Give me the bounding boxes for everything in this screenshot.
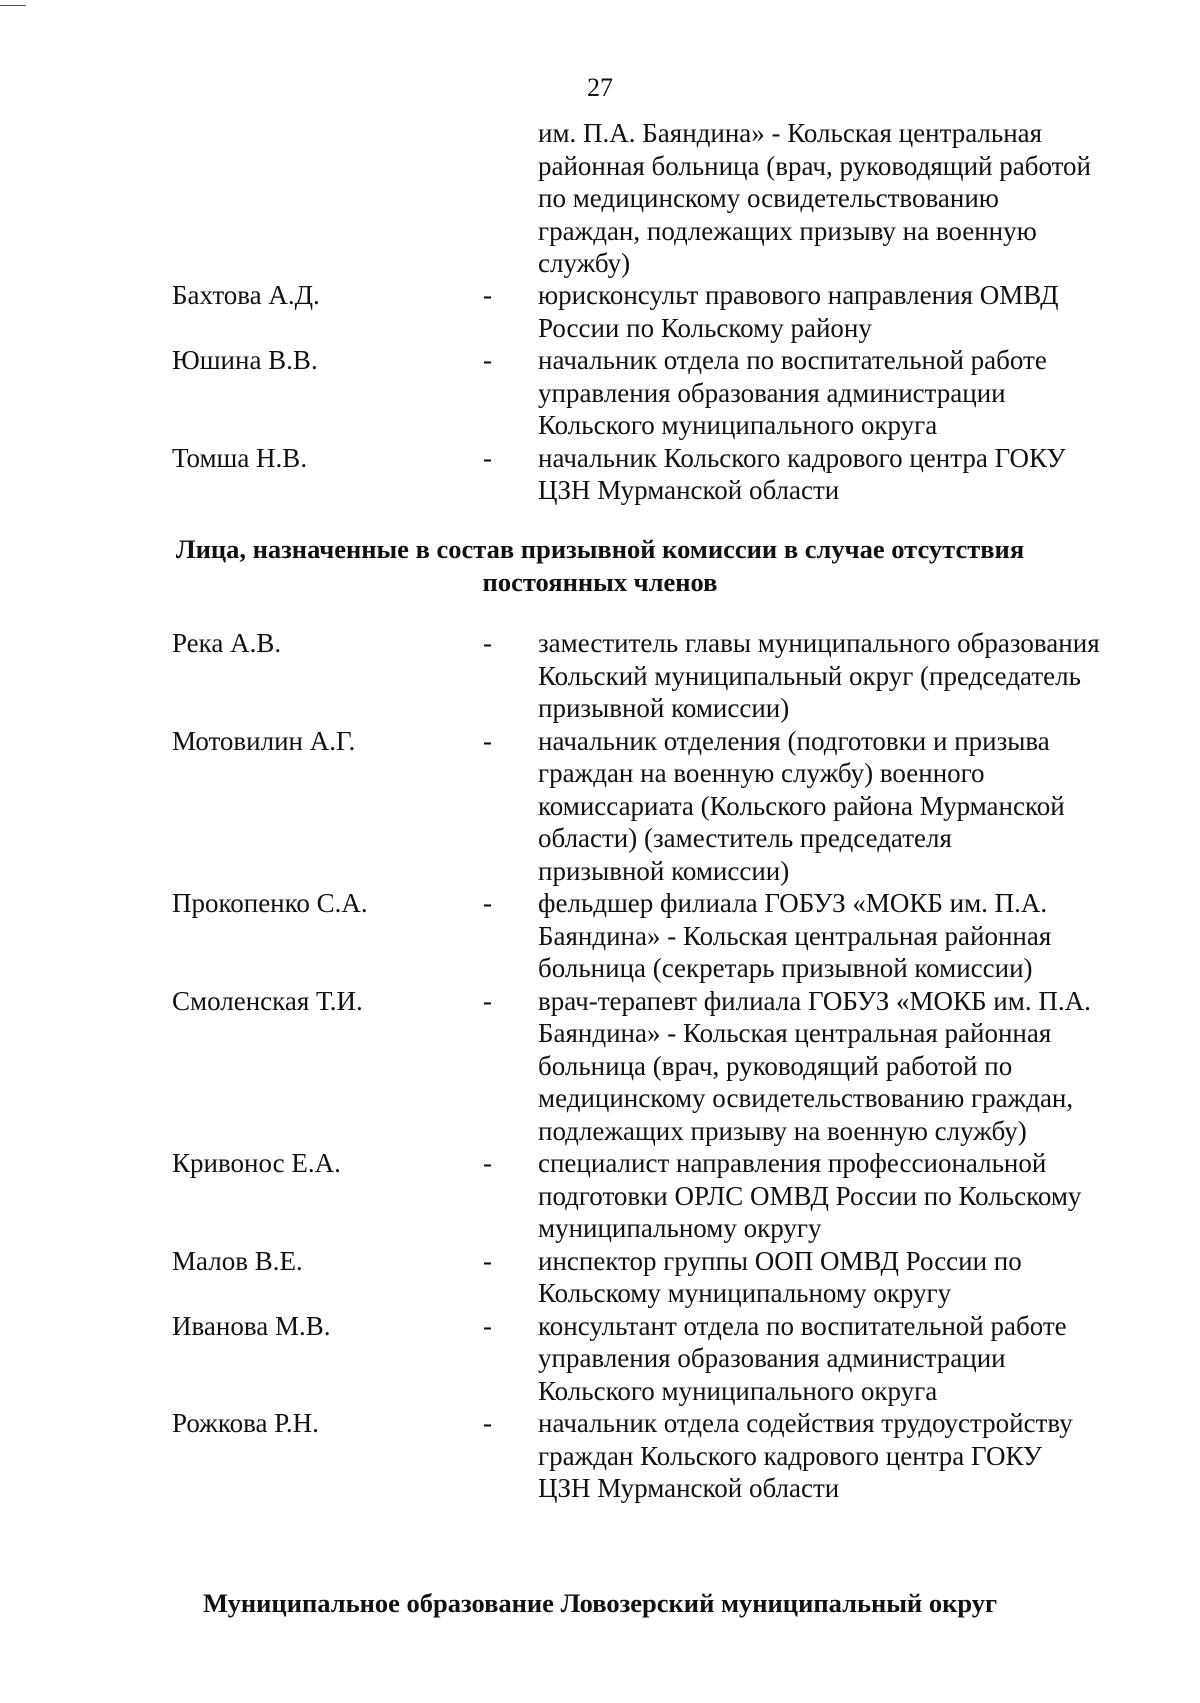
role-line: области) (заместитель председателя <box>538 823 952 853</box>
role-line: Кольскому муниципальному округу <box>538 1278 952 1308</box>
role-line: начальник отдела по воспитательной работе <box>538 345 1047 375</box>
role-line: врач-терапевт филиала ГОБУЗ «МОКБ им. П.А. <box>538 985 1091 1016</box>
role-line: граждан Кольского кадрового центра ГОКУ <box>538 1440 1043 1471</box>
substitute-role <box>538 985 1158 1148</box>
role-line: России по Кольскому району <box>538 312 872 343</box>
role-line: начальник Кольского кадрового центра ГОКУ <box>538 442 1066 473</box>
dash-separator: - <box>483 442 492 473</box>
substitute-entry <box>0 887 1200 985</box>
members-list <box>0 279 1200 507</box>
role-line: граждан на военную службу) военного <box>538 758 985 788</box>
dash-separator: - <box>483 628 492 658</box>
member-entry <box>0 279 1200 344</box>
member-entry <box>0 442 1200 507</box>
dash-separator: - <box>483 985 492 1016</box>
substitute-role <box>538 1407 1158 1505</box>
role-line: призывной комиссии) <box>538 855 790 886</box>
role-line: управления образования администрации <box>538 1343 1006 1373</box>
substitute-entry <box>0 627 1200 725</box>
scan-edge-mark <box>0 5 26 6</box>
dash-separator: - <box>483 1148 492 1178</box>
substitutes-heading <box>0 533 1200 599</box>
substitute-entry <box>0 1245 1200 1310</box>
substitute-role <box>538 725 1158 888</box>
role-line: подготовки ОРЛС ОМВД России по Кольскому <box>538 1180 1082 1211</box>
role-line: больница (врач, руководящий работой по <box>538 1050 1013 1081</box>
role-line: Баяндина» - Кольская центральная районная <box>538 1018 1052 1048</box>
role-line: призывной комиссии) <box>538 693 790 723</box>
substitute-entry <box>0 1407 1200 1505</box>
dash-separator: - <box>483 1408 492 1438</box>
substitute-name: Кривонос Е.А. <box>172 1148 341 1178</box>
continuation-line: районная больница (врач, руководящий работой <box>538 150 1091 181</box>
role-line: Кольского муниципального округа <box>538 1375 938 1406</box>
role-line: комиссариата (Кольского района Мурманской <box>538 790 1065 821</box>
role-line: Кольского муниципального округа <box>538 410 938 440</box>
continuation-line: граждан, подлежащих призыву на военную <box>538 215 1037 246</box>
substitute-name: Малов В.Е. <box>172 1245 303 1276</box>
role-line: больница (секретарь призывной комиссии) <box>538 953 1033 983</box>
role-line: начальник отдела содействия трудоустройству <box>538 1408 1073 1438</box>
page-number: 27 <box>587 73 613 102</box>
substitute-name: Река А.В. <box>172 628 282 658</box>
continuation-line: службу) <box>538 248 631 278</box>
continuation-line: по медицинскому освидетельствованию <box>538 183 999 213</box>
substitute-role <box>538 1245 1158 1310</box>
role-line: ЦЗН Мурманской области <box>538 1473 840 1503</box>
dash-separator: - <box>483 280 492 310</box>
role-line: медицинскому освидетельствованию граждан, <box>538 1083 1074 1113</box>
member-entry <box>0 344 1200 442</box>
substitute-entry <box>0 1310 1200 1408</box>
role-line: ЦЗН Мурманской области <box>538 475 840 505</box>
member-name: Томша Н.В. <box>172 442 308 473</box>
continuation-line: им. П.А. Баяндина» - Кольская центральная <box>538 118 1043 148</box>
substitute-name: Мотовилин А.Г. <box>172 725 356 756</box>
dash-separator: - <box>483 345 492 375</box>
substitute-entry <box>0 985 1200 1148</box>
role-line: заместитель главы муниципального образования <box>538 628 1100 658</box>
role-line: юрисконсульт правового направления ОМВД <box>538 280 1059 310</box>
role-line: фельдшер филиала ГОБУЗ «МОКБ им. П.А. <box>538 888 1048 918</box>
dash-separator: - <box>483 1245 492 1276</box>
member-name: Юшина В.В. <box>172 345 318 375</box>
substitute-name: Смоленская Т.И. <box>172 985 363 1016</box>
section-heading <box>0 1587 1200 1620</box>
substitute-role <box>538 887 1158 985</box>
substitute-entry <box>0 1147 1200 1245</box>
substitute-name: Рожкова Р.Н. <box>172 1408 319 1438</box>
heading-line: Лица, назначенные в состав призывной комиссии в случае отсутствия <box>175 534 1025 564</box>
substitute-name: Иванова М.В. <box>172 1310 331 1341</box>
heading-line: Муниципальное образование Ловозерский муниципальный округ <box>202 1588 998 1618</box>
substitutes-list <box>0 627 1200 1505</box>
continuation-text <box>538 117 1138 280</box>
substitute-entry <box>0 725 1200 888</box>
role-line: Кольский муниципальный округ (председатель <box>538 660 1081 691</box>
member-role <box>538 442 1158 507</box>
substitute-role <box>538 1147 1158 1245</box>
role-line: специалист направления профессиональной <box>538 1148 1047 1178</box>
role-line: управления образования администрации <box>538 377 1006 408</box>
dash-separator: - <box>483 888 492 918</box>
role-line: муниципальному округу <box>538 1213 822 1243</box>
substitute-role <box>538 1310 1158 1408</box>
role-line: инспектор группы ООП ОМВД России по <box>538 1245 1022 1276</box>
member-name: Бахтова А.Д. <box>172 280 320 310</box>
dash-separator: - <box>483 1310 492 1341</box>
role-line: подлежащих призыву на военную службу) <box>538 1115 1027 1146</box>
member-role <box>538 279 1158 344</box>
role-line: консультант отдела по воспитательной работе <box>538 1310 1067 1341</box>
heading-line: постоянных членов <box>482 567 718 597</box>
substitute-role <box>538 627 1158 725</box>
role-line: начальник отделения (подготовки и призыва <box>538 725 1050 756</box>
member-role <box>538 344 1158 442</box>
role-line: Баяндина» - Кольская центральная районная <box>538 920 1052 951</box>
substitute-name: Прокопенко С.А. <box>172 888 368 918</box>
dash-separator: - <box>483 725 492 756</box>
